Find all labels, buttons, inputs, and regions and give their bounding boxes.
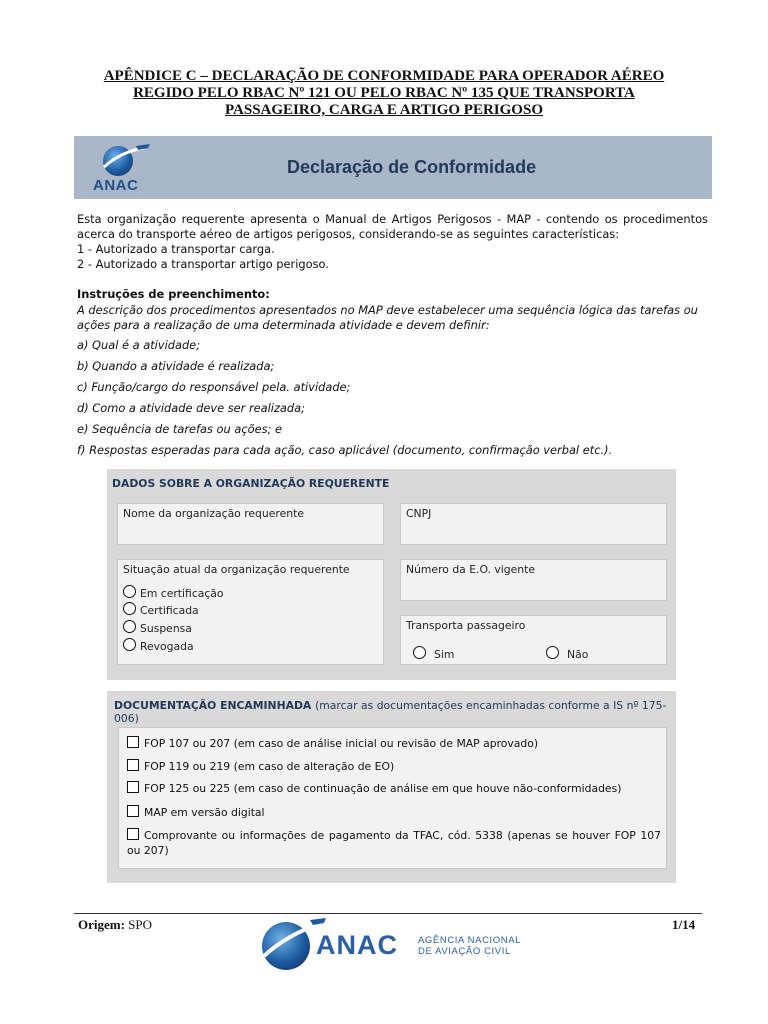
footer-origin (78, 917, 152, 933)
status-option[interactable] (123, 585, 224, 600)
intro-paragraph: Esta organização requerente apresenta o Manual de Artigos Perigosos - MAP - contendo os procedimentos acerca do transporte aéreo de artigos perigosos, considerando-se as seguintes características: (77, 212, 708, 241)
eo-number-field[interactable] (400, 559, 667, 601)
passenger-field (400, 615, 667, 665)
instruction-item: e) Sequência de tarefas ou ações; e (77, 422, 282, 436)
eo-number-label: Número da E.O. vigente (406, 563, 536, 576)
checkbox[interactable] (127, 736, 139, 748)
doc-item-label: MAP em versão digital (144, 806, 265, 819)
docs-section-title (114, 699, 676, 725)
footer-logo-text: ANAC (316, 930, 398, 960)
header-banner (74, 136, 712, 199)
documentation-list (118, 727, 667, 869)
org-data-panel (107, 469, 676, 680)
org-name-field[interactable] (117, 503, 384, 545)
doc-item[interactable] (127, 759, 661, 774)
org-section-title: DADOS SOBRE A ORGANIZAÇÃO REQUERENTE (112, 477, 390, 490)
checkbox[interactable] (127, 805, 139, 817)
footer-agency-name (418, 935, 521, 957)
doc-item-label: FOP 107 ou 207 (em caso de análise inicial ou revisão de MAP aprovado) (144, 737, 539, 750)
checkbox[interactable] (127, 828, 139, 840)
intro-text (77, 212, 708, 272)
passenger-label: Transporta passageiro (406, 619, 526, 632)
cnpj-label: CNPJ (406, 507, 432, 520)
no-label: Não (567, 648, 589, 661)
doc-item[interactable] (127, 805, 661, 820)
status-option[interactable] (123, 638, 194, 653)
org-name-label: Nome da organização requerente (123, 507, 304, 520)
banner-title: Declaração de Conformidade (287, 157, 537, 177)
instructions-paragraph: A descrição dos procedimentos apresentados no MAP deve estabelecer uma sequência lógica das tarefas ou ações para a realização de uma determinada atividade e devem definir: (77, 303, 698, 332)
instruction-item: a) Qual é a atividade; (77, 338, 201, 352)
status-option[interactable] (123, 602, 199, 617)
doc-item-label: FOP 119 ou 219 (em caso de alteração de EO) (144, 760, 395, 773)
status-field (117, 559, 384, 665)
status-option-label: Revogada (140, 640, 194, 653)
status-option-label: Em certificação (140, 587, 224, 600)
status-option[interactable] (123, 620, 192, 635)
instruction-item: c) Função/cargo do responsável pela. atividade; (77, 380, 351, 394)
page-number: 1/14 (672, 917, 696, 932)
document-title (60, 68, 708, 119)
radio-button[interactable] (123, 602, 136, 615)
status-label: Situação atual da organização requerente (123, 563, 350, 576)
cnpj-field[interactable] (400, 503, 667, 545)
radio-button[interactable] (123, 620, 136, 633)
origin-value: SPO (128, 917, 153, 932)
checkbox[interactable] (127, 759, 139, 771)
footer-divider (74, 913, 702, 914)
doc-item-label: Comprovante ou informações de pagamento da TFAC, cód. 5338 (apenas se houver FOP 107 ou 207) (127, 829, 661, 857)
doc-item[interactable] (127, 781, 661, 796)
passenger-no-option[interactable] (546, 646, 588, 661)
instruction-item: d) Como a atividade deve ser realizada; (77, 401, 305, 415)
instruction-item: f) Respostas esperadas para cada ação, caso aplicável (documento, confirmação verbal etc.). (77, 443, 613, 457)
checkbox[interactable] (127, 781, 139, 793)
agency-line-1: AGÊNCIA NACIONAL (418, 935, 522, 946)
title-line-1: APÊNDICE C – DECLARAÇÃO DE CONFORMIDADE PARA OPERADOR AÉREO (103, 68, 665, 84)
banner-logo-text: ANAC (93, 177, 139, 194)
passenger-yes-option[interactable] (413, 646, 454, 661)
status-option-label: Suspensa (140, 622, 192, 635)
radio-button[interactable] (123, 638, 136, 651)
docs-title-bold: DOCUMENTAÇÃO ENCAMINHADA (114, 699, 312, 712)
status-option-label: Certificada (140, 604, 199, 617)
radio-button[interactable] (123, 585, 136, 598)
radio-button[interactable] (546, 646, 559, 659)
agency-line-2: DE AVIAÇÃO CIVIL (418, 946, 511, 957)
title-line-3: PASSAGEIRO, CARGA E ARTIGO PERIGOSO (224, 102, 543, 118)
intro-item: 1 - Autorizado a transportar carga. (77, 242, 275, 256)
origin-label: Origem: (78, 917, 125, 932)
doc-item[interactable] (127, 736, 661, 751)
doc-item-label: FOP 125 ou 225 (em caso de continuação de análise em que houve não-conformidades) (144, 782, 622, 795)
instructions-title: Instruções de preenchimento: (77, 287, 270, 301)
intro-item: 2 - Autorizado a transportar artigo perigoso. (77, 257, 329, 271)
title-line-2: REGIDO PELO RBAC Nº 121 OU PELO RBAC Nº 135 QUE TRANSPORTA (133, 85, 635, 101)
radio-button[interactable] (413, 646, 426, 659)
doc-item[interactable] (127, 828, 661, 858)
instruction-item: b) Quando a atividade é realizada; (77, 359, 275, 373)
yes-label: Sim (434, 648, 455, 661)
instructions (77, 303, 708, 464)
docs-title-note: (marcar as documentações encaminhadas conforme a IS nº 175-006) (114, 699, 667, 725)
